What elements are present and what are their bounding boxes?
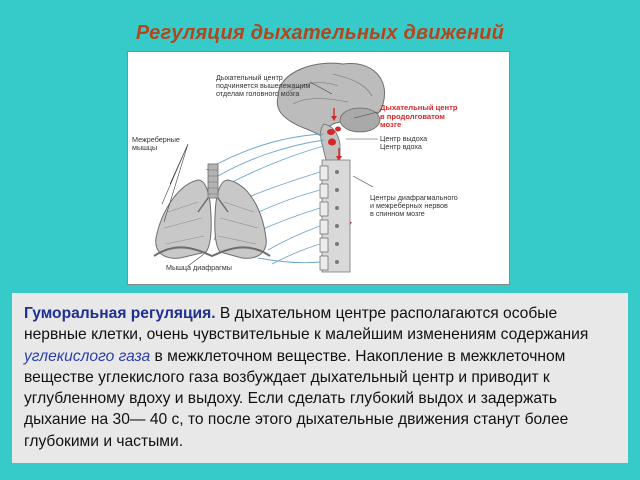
text-part-1: В дыхательном центре располагаются особые нервные клетки, очень чувствительные к малейшим изменениям содержания [24,305,589,344]
slide-title: Регуляция дыхательных движений [135,22,505,44]
label-exhale-inhale-centers: Центр выдоха Центр вдоха [380,134,428,151]
inhale-center-marker [328,139,336,146]
text-highlight-co2: углекислого газа [24,347,151,365]
text-heading: Гуморальная регуляция. [24,305,216,322]
label-intercostal-muscles: Межреберные мышцы [132,135,180,152]
trachea-shape [208,164,218,198]
label-spinal-centers: Центры диафрагмального и межреберных нервов в спинном мозге [370,193,458,218]
label-cortex-control: Дыхательный центр подчиняется вышележащим отделам головного мозга [216,73,311,98]
text-part-2: в межклеточном веществе. Накопление в межклеточном веществе углекислого газа возбуждает дыхательный центр и приводит к углубленному вдоху и выдоху. Если сделать глубокий выдох и задержать дыхание на 30— 40 с, то после этого дыхательные движения станут более глубокими и частыми. [24,347,569,450]
humoral-regulation-text [12,293,628,463]
exhale-center-marker [327,129,335,135]
cerebellum-shape [340,108,380,132]
respiratory-regulation-diagram [127,51,510,285]
label-medulla-respiratory-center: Дыхательный центр в продолговатом мозге [380,103,458,129]
label-diaphragm-muscle: Мышца диафрагмы [166,263,232,272]
